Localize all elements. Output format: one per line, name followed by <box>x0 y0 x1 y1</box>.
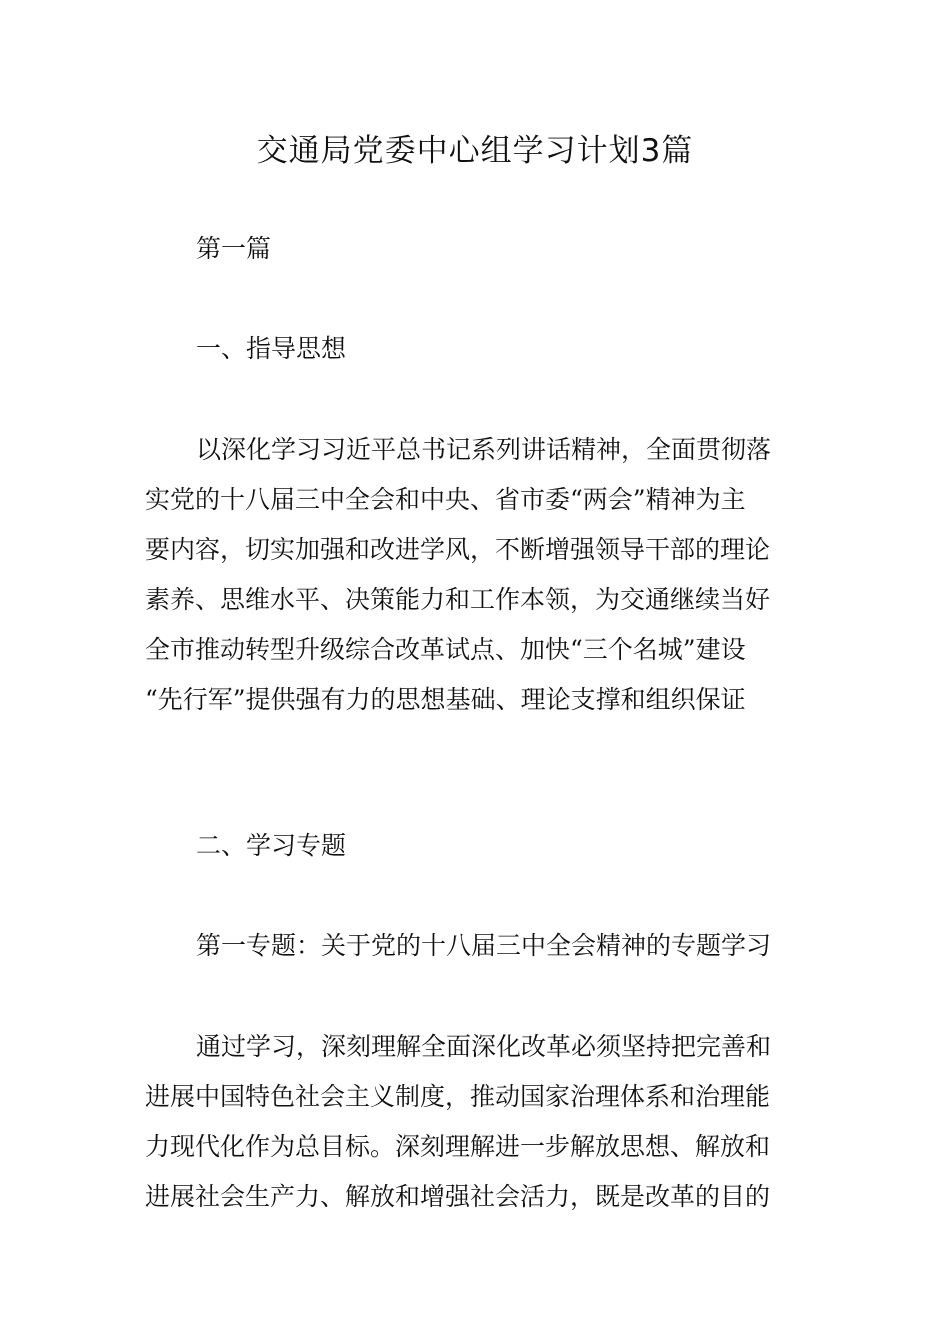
paragraph-line: 进展中国特色社会主义制度，推动国家治理体系和治理能 <box>145 1082 771 1111</box>
paragraph-line: 实党的十八届三中全会和中央、省市委“两会”精神为主 <box>145 485 746 514</box>
paragraph-first-topic <box>145 1022 807 1222</box>
paragraph-line: “先行军”提供强有力的思想基础、理论支撑和组织保证 <box>145 685 746 714</box>
paragraph-line: 进展社会生产力、解放和增强社会活力，既是改革的目的 <box>145 1182 771 1211</box>
paragraph-line: 要内容，切实加强和改进学风，不断增强领导干部的理论 <box>145 535 771 564</box>
paragraph-line: 通过学习，深刻理解全面深化改革必须坚持把完善和 <box>196 1032 772 1061</box>
part-label: 第一篇 <box>196 234 272 263</box>
paragraph-line: 力现代化作为总目标。深刻理解进一步解放思想、解放和 <box>145 1132 771 1161</box>
document-title: 交通局党委中心组学习计划3篇 <box>256 133 694 169</box>
paragraph-line: 以深化学习习近平总书记系列讲话精神，全面贯彻落 <box>196 435 772 464</box>
topic-heading-first: 第一专题：关于党的十八届三中全会精神的专题学习 <box>196 931 772 960</box>
paragraph-line: 全市推动转型升级综合改革试点、加快“三个名城”建设 <box>145 635 746 664</box>
paragraph-guiding-ideology <box>145 425 807 725</box>
section-heading-guiding-ideology: 一、指导思想 <box>196 334 347 363</box>
section-heading-study-topics: 二、学习专题 <box>196 831 347 860</box>
paragraph-line: 素养、思维水平、决策能力和工作本领，为交通继续当好 <box>145 585 771 614</box>
